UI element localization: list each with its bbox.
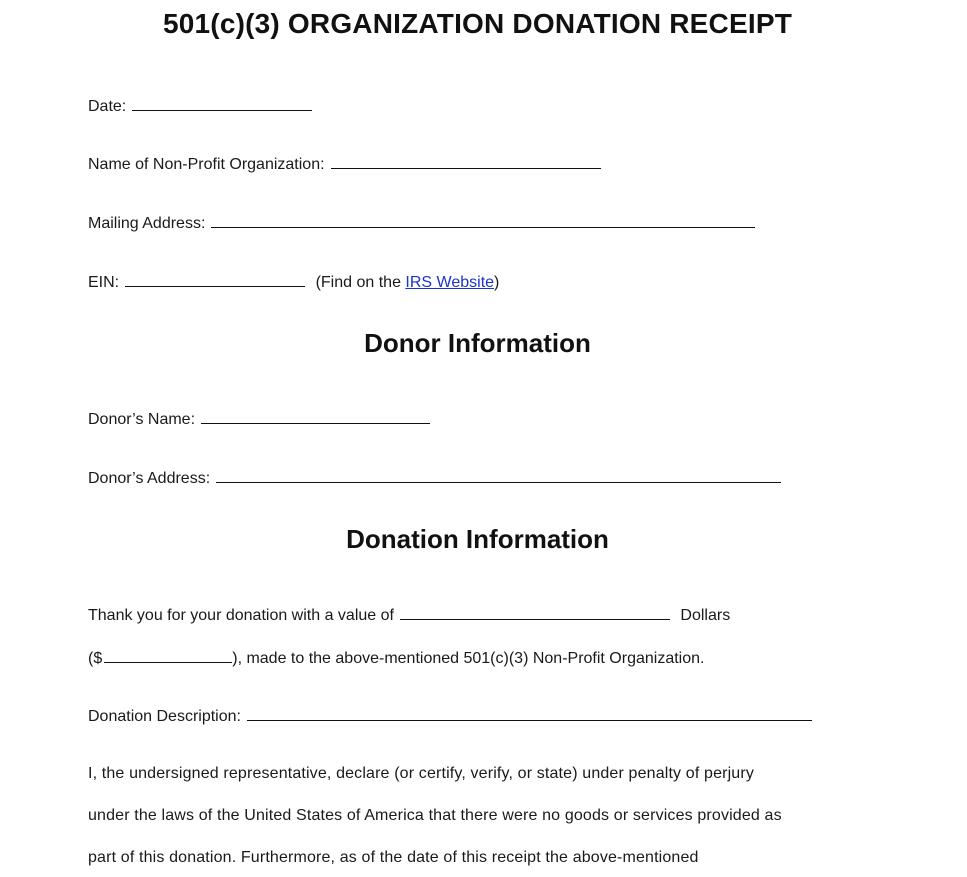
page-title: 501(c)(3) ORGANIZATION DONATION RECEIPT (162, 8, 793, 39)
donor-name-row (88, 409, 430, 429)
donor-address-label: Donor’s Address: (88, 470, 211, 487)
ein-note-suffix: ) (494, 274, 500, 291)
declaration-line: I, the undersigned representative, declare (or certify, verify, or state) under penalty of perjury (88, 765, 754, 782)
ein-note-prefix: (Find on the (315, 274, 406, 291)
dollars-word: Dollars (680, 607, 731, 624)
donation-amount-field[interactable] (104, 648, 232, 663)
donor-name-field[interactable] (201, 409, 430, 424)
donation-value-row (88, 605, 730, 625)
org-name-field[interactable] (331, 154, 601, 169)
donation-value-text: Thank you for your donation with a value of (88, 607, 394, 624)
ein-label: EIN: (88, 274, 120, 291)
ein-row (88, 272, 499, 292)
donor-name-label: Donor’s Name: (88, 411, 196, 428)
donor-address-row (88, 468, 781, 488)
declaration-line: part of this donation. Furthermore, as of the date of this receipt the above-mentioned (88, 849, 699, 866)
org-name-row (88, 154, 601, 174)
date-row (88, 96, 312, 116)
donor-address-field[interactable] (216, 468, 781, 483)
ein-field[interactable] (125, 272, 305, 287)
date-field[interactable] (132, 96, 312, 111)
mailing-address-field[interactable] (211, 213, 755, 228)
org-name-label: Name of Non-Profit Organization: (88, 156, 325, 173)
declaration-line: under the laws of the United States of America that there were no goods or services provided as (88, 807, 782, 824)
mailing-address-label: Mailing Address: (88, 215, 206, 232)
date-label: Date: (88, 98, 127, 115)
dollar-suffix: ), made to the above-mentioned 501(c)(3) Non-Profit Organization. (232, 650, 705, 667)
donor-information-heading: Donor Information (364, 328, 591, 358)
donation-amount-row (88, 648, 704, 668)
donation-information-heading: Donation Information (346, 524, 609, 554)
donation-description-field[interactable] (247, 706, 812, 721)
donation-description-row (88, 706, 812, 726)
donation-description-label: Donation Description: (88, 708, 241, 725)
mailing-address-row (88, 213, 755, 233)
donation-value-words-field[interactable] (400, 605, 670, 620)
irs-website-link[interactable]: IRS Website (405, 274, 495, 291)
dollar-prefix: ($ (88, 650, 103, 667)
